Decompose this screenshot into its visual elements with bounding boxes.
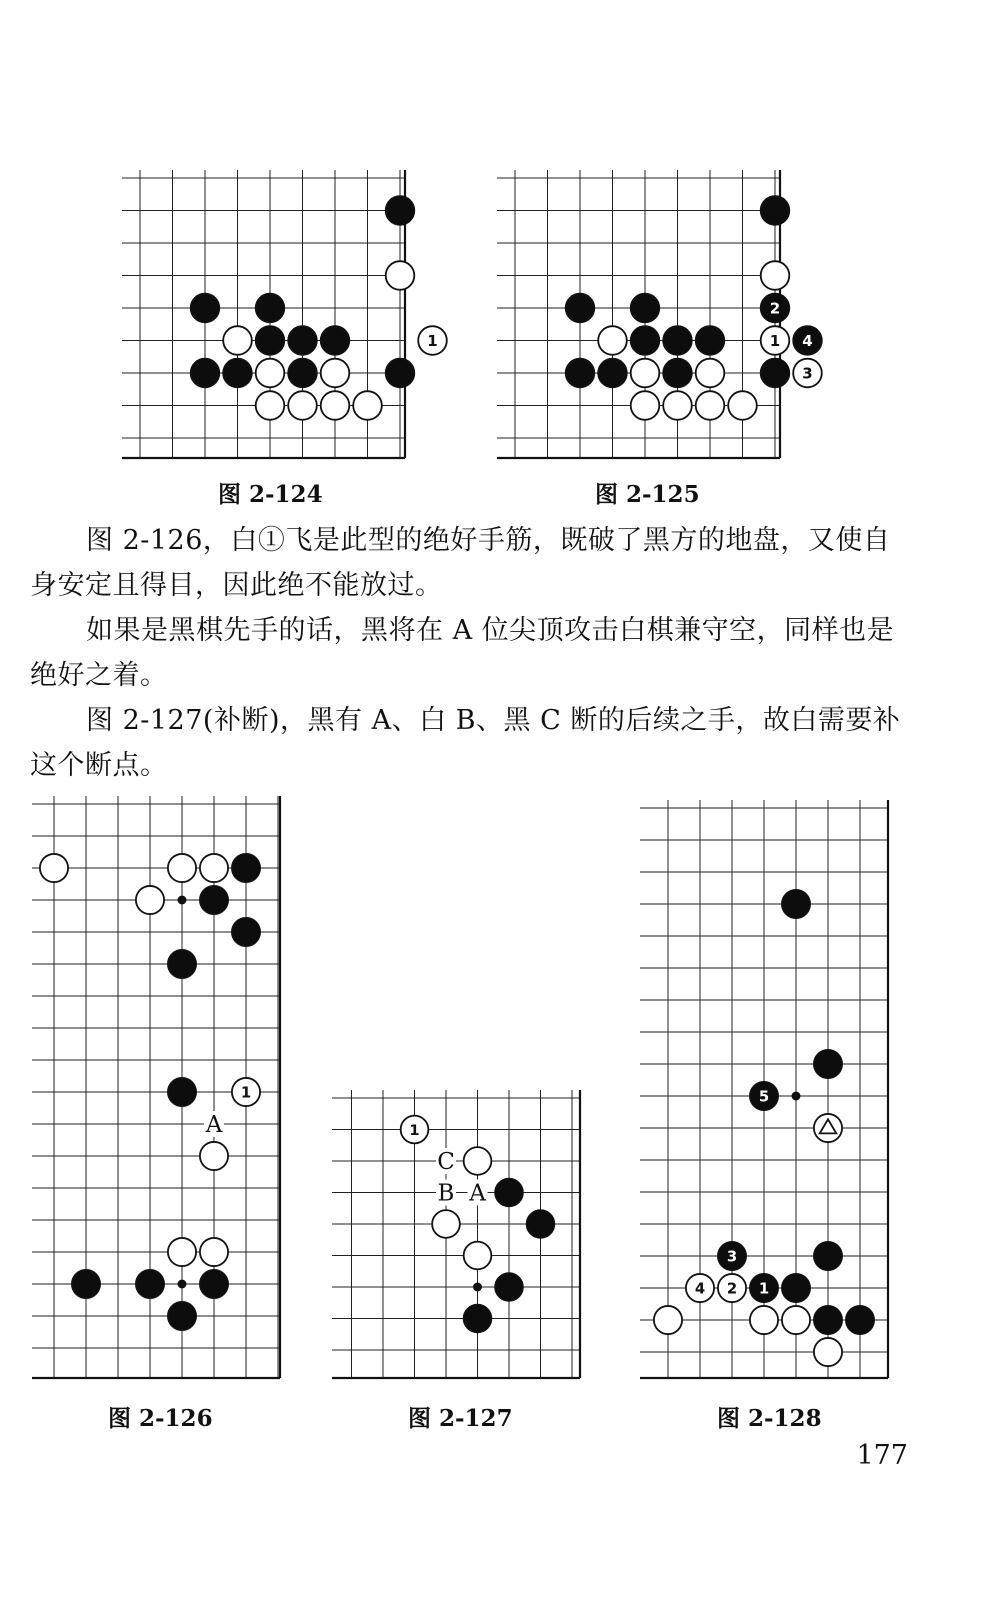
black-stone	[814, 1306, 842, 1334]
move-number: 4	[694, 1280, 706, 1298]
move-number: 4	[802, 331, 813, 350]
move-number: 2	[726, 1280, 738, 1298]
white-stone	[654, 1306, 682, 1334]
black-stone	[814, 1242, 842, 1270]
white-stone	[814, 1338, 842, 1366]
paragraph-3: 图 2-127(补断)，黑有 A、白 B、黑 C 断的后续之手，故白需要补这个断点。	[30, 705, 901, 781]
white-stone-marked	[814, 1114, 842, 1142]
paragraph-2: 如果是黑棋先手的话，黑将在 A 位尖顶攻击白棋兼守空，同样也是绝好之着。	[30, 615, 895, 691]
figure-caption-2-124: 图 2-124	[218, 481, 323, 508]
black-stone-3	[718, 1242, 746, 1270]
white-stone-4	[686, 1274, 714, 1302]
point-letter-b: B	[437, 1180, 455, 1207]
black-stone	[782, 890, 810, 918]
white-stone	[782, 1306, 810, 1334]
figure-caption-2-128: 图 2-128	[717, 1405, 822, 1432]
move-number: 3	[802, 364, 813, 383]
page-number: 177	[856, 1440, 908, 1471]
black-stone-1	[750, 1274, 778, 1302]
figure-caption-2-127: 图 2-127	[408, 1405, 513, 1432]
cut-point-dot	[792, 1092, 801, 1101]
figure-caption-2-126: 图 2-126	[108, 1405, 213, 1432]
point-letter-a: A	[205, 1112, 223, 1138]
black-stone	[846, 1306, 874, 1334]
paragraph-1: 图 2-126，白①飞是此型的绝好手筋，既破了黑方的地盘，又使自身安定且得目，因此绝不能放过。	[30, 525, 891, 601]
figure-caption-2-125: 图 2-125	[595, 481, 700, 508]
black-stone	[782, 1274, 810, 1302]
move-number: 2	[769, 299, 781, 318]
black-stone-5	[750, 1082, 778, 1110]
white-stone	[750, 1306, 778, 1334]
move-number: 1	[409, 1121, 420, 1139]
move-number: 1	[769, 331, 781, 350]
move-number: 5	[758, 1088, 770, 1106]
move-number: 1	[427, 331, 438, 350]
white-stone-2	[718, 1274, 746, 1302]
move-number: 1	[758, 1280, 770, 1298]
point-letter-c: C	[437, 1149, 455, 1175]
move-number: 1	[240, 1084, 252, 1102]
point-letter-a: A	[469, 1180, 486, 1207]
black-stone	[814, 1050, 842, 1078]
move-number: 3	[726, 1248, 738, 1266]
